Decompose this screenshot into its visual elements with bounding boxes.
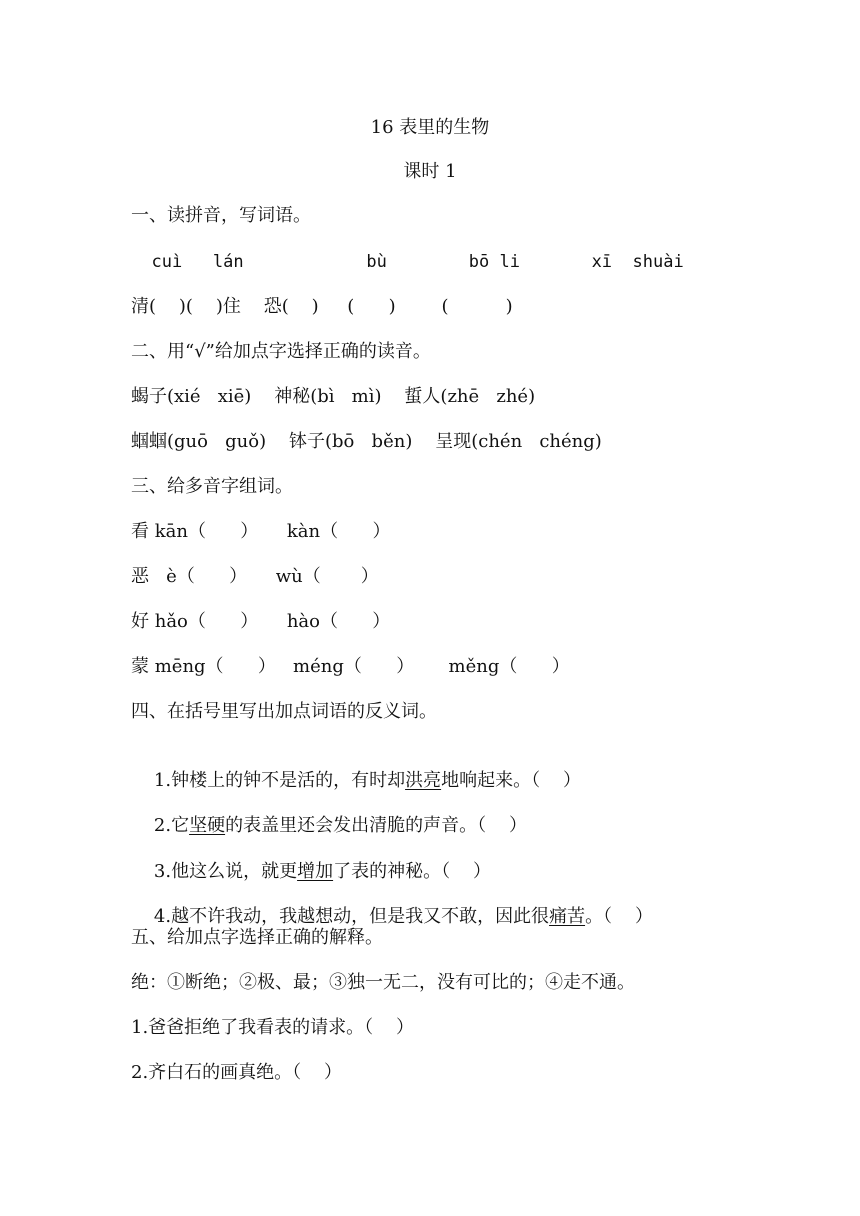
section5-item-2: 2.齐白石的画真绝。（ ） <box>131 1062 343 1083</box>
section1-blanks-line: 清( )( )住 恐( ) ( ) ( ) <box>131 296 513 317</box>
underlined-word: 洪亮 <box>405 770 442 791</box>
item-text-before: 4.越不许我动，我越想动，但是我又不敢，因此很 <box>153 906 550 927</box>
section5-definition: 绝：①断绝；②极、最；③独一无二，没有可比的；④走不通。 <box>131 972 635 993</box>
item-text-after: 地响起来。（ ） <box>441 770 581 791</box>
section2-row-1: 蝎子(xié xiē) 神秘(bì mì) 蜇人(zhē zhé) <box>131 386 536 407</box>
section2-heading: 二、用“√”给加点字选择正确的读音。 <box>131 341 431 362</box>
item-text-before: 2.它 <box>153 815 190 836</box>
section3-row-meng: 蒙 mēng（ ） méng（ ） měng（ ） <box>131 656 570 677</box>
section5-heading: 五、给加点字选择正确的解释。 <box>131 927 383 948</box>
section3-row-kan: 看 kān（ ） kàn（ ） <box>131 521 391 542</box>
underlined-word: 增加 <box>297 861 334 882</box>
section4-heading: 四、在括号里写出加点词语的反义词。 <box>131 701 437 722</box>
item-text-after: 的表盖里还会发出清脆的声音。（ ） <box>225 815 527 836</box>
section1-pinyin-line: cuì lán bù bō li xī shuài <box>131 252 684 272</box>
section2-row-2: 蝈蝈(guō guǒ) 钵子(bō běn) 呈现(chén chéng) <box>131 431 602 452</box>
underlined-word: 坚硬 <box>189 815 226 836</box>
section1-heading: 一、读拼音，写词语。 <box>131 205 311 226</box>
page-title: 16 表里的生物 <box>370 117 490 138</box>
section3-heading: 三、给多音字组词。 <box>131 476 293 497</box>
item-text-after: 。（ ） <box>585 906 653 927</box>
item-text-after: 了表的神秘。（ ） <box>333 861 491 882</box>
underlined-word: 痛苦 <box>549 906 586 927</box>
item-text-before: 3.他这么说，就更 <box>153 861 298 882</box>
section3-row-e: 恶 è（ ） wù（ ） <box>131 566 379 587</box>
section3-row-hao: 好 hǎo（ ） hào（ ） <box>131 611 391 632</box>
item-text-before: 1.钟楼上的钟不是活的，有时却 <box>153 770 406 791</box>
section5-item-1: 1.爸爸拒绝了我看表的请求。（ ） <box>131 1017 415 1038</box>
lesson-subtitle: 课时 1 <box>403 161 457 182</box>
